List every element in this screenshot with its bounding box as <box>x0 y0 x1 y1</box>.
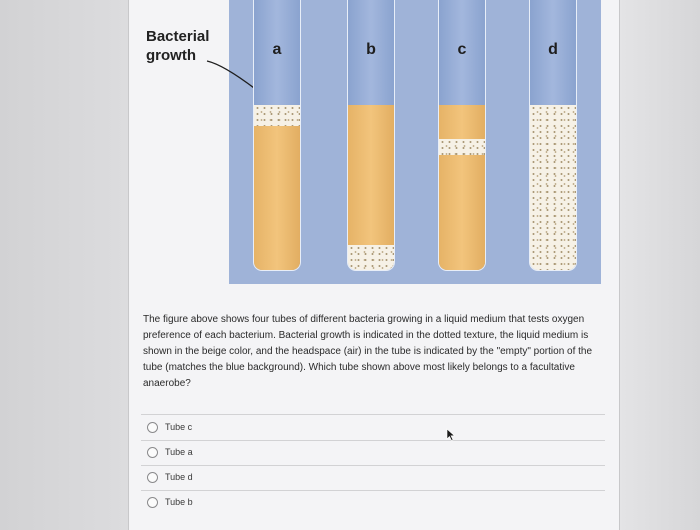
mouse-cursor-icon <box>446 428 456 442</box>
option-tube-c[interactable] <box>147 418 192 436</box>
radio-button[interactable] <box>147 472 158 483</box>
growth-band <box>439 139 485 155</box>
option-tube-d[interactable] <box>147 468 193 486</box>
bacterial-growth-figure <box>129 0 619 290</box>
right-margin <box>618 0 700 530</box>
option-tube-a[interactable] <box>147 443 193 461</box>
divider <box>141 414 605 415</box>
figure-label: Bacterial growth <box>146 28 210 64</box>
growth-band <box>348 245 394 271</box>
radio-button[interactable] <box>147 422 158 433</box>
divider <box>141 490 605 491</box>
left-margin <box>0 0 128 530</box>
option-label: Tube a <box>165 447 193 457</box>
question-card <box>128 0 620 530</box>
growth-band <box>530 105 576 271</box>
option-label: Tube b <box>165 497 193 507</box>
radio-button[interactable] <box>147 497 158 508</box>
tube-label-c: c <box>457 41 467 58</box>
radio-button[interactable] <box>147 447 158 458</box>
option-tube-b[interactable] <box>147 493 193 511</box>
divider <box>141 465 605 466</box>
question-text: The figure above shows four tubes of different bacteria growing in a liquid medium that tests oxygen preference of each bacterium. Bacterial growth is indicated in the dotted texture, the liquid medium is shown in the beige color, and the headspace (air) in the tube is indicated by the "empty" portion of the tube (matches the blue background). Which tube shown above most likely belongs to a facultative anaerobe? <box>143 314 593 389</box>
option-label: Tube c <box>165 422 193 432</box>
growth-band <box>254 105 300 126</box>
tube-label-b: b <box>366 41 376 58</box>
tube-label-d: d <box>548 41 558 58</box>
tube-label-a: a <box>272 41 282 58</box>
divider <box>141 440 605 441</box>
option-label: Tube d <box>165 472 193 482</box>
